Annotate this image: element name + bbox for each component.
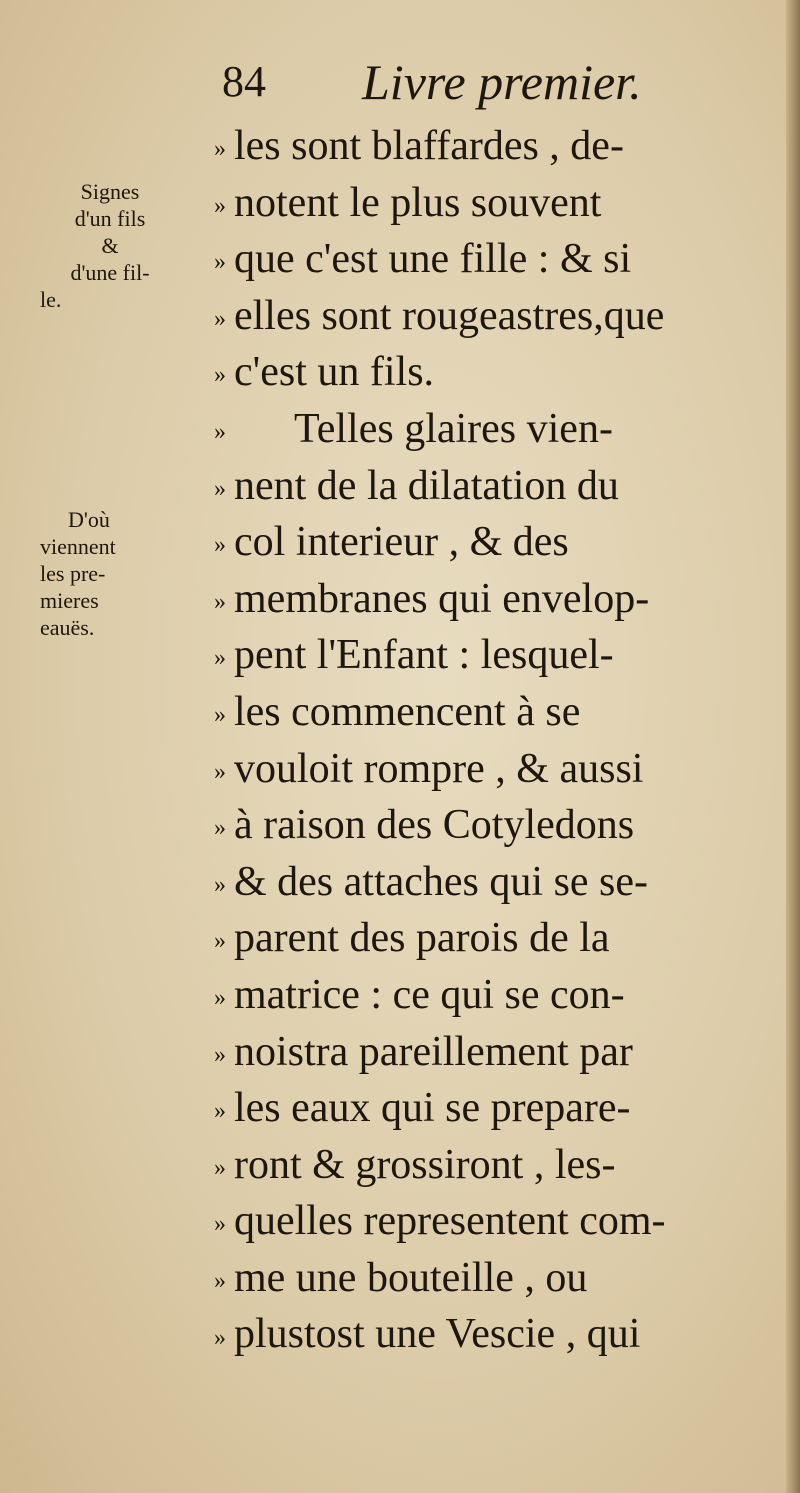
- text-line: [180, 458, 770, 515]
- line-text: elles sont rougeastres,que: [234, 292, 665, 339]
- text-line: [180, 967, 770, 1024]
- text-line: [180, 1080, 770, 1137]
- text-line: [180, 514, 770, 571]
- text-line: [180, 684, 770, 741]
- quote-mark: »: [214, 362, 226, 389]
- quote-mark: »: [214, 1267, 226, 1294]
- text-line: [180, 741, 770, 798]
- quote-mark: »: [214, 475, 226, 502]
- text-line: [180, 1250, 770, 1307]
- line-text: & des attaches qui se se-: [234, 858, 649, 905]
- page-number: 84: [222, 57, 266, 106]
- line-text: noistra pareillement par: [234, 1028, 633, 1075]
- quote-mark: »: [214, 192, 226, 219]
- line-text: col interieur , & des: [234, 519, 569, 566]
- running-title: Livre premier.: [362, 54, 642, 110]
- quote-mark: »: [214, 871, 226, 898]
- line-text: parent des parois de la: [234, 915, 610, 962]
- margin-note-line: viennent: [40, 534, 116, 559]
- line-text: les commencent à se: [234, 688, 581, 735]
- line-text: vouloit rompre , & aussi: [234, 745, 644, 792]
- text-line: [180, 854, 770, 911]
- text-line: [180, 118, 770, 175]
- quote-mark: »: [214, 305, 226, 332]
- margin-note-line: d'un fils: [74, 206, 146, 231]
- text-line: [180, 910, 770, 967]
- text-line: [180, 1137, 770, 1194]
- margin-note-line: Signes: [80, 179, 140, 204]
- quote-mark: »: [214, 1041, 226, 1068]
- page-edge: [786, 0, 800, 1493]
- line-text: nent de la dilatation du: [234, 462, 619, 509]
- line-text: les eaux qui se prepare-: [234, 1085, 631, 1132]
- line-text: à raison des Cotyledons: [234, 802, 635, 849]
- quote-mark: »: [214, 1098, 226, 1125]
- line-text: me une bouteille , ou: [234, 1254, 588, 1301]
- line-text: Telles glaires vien-: [294, 405, 613, 452]
- line-text: quelles representent com-: [234, 1198, 666, 1245]
- quote-mark: »: [214, 758, 226, 785]
- body-text: [180, 118, 770, 1363]
- line-text: pent l'Enfant : lesquel-: [234, 632, 614, 679]
- quote-mark: »: [214, 136, 226, 163]
- line-text: que c'est une fille : & si: [234, 236, 632, 283]
- quote-mark: »: [214, 815, 226, 842]
- quote-mark: »: [214, 1154, 226, 1181]
- margin-note-line: D'où: [68, 507, 110, 532]
- quote-mark: »: [214, 532, 226, 559]
- line-text: ront & grossiront , les-: [234, 1141, 616, 1188]
- line-text: c'est un fils.: [234, 349, 435, 396]
- quote-mark: »: [214, 1324, 226, 1351]
- quote-mark: »: [214, 249, 226, 276]
- text-line: [180, 1193, 770, 1250]
- margin-note-signs: [40, 178, 180, 313]
- text-line: [180, 175, 770, 232]
- text-line: [180, 401, 770, 458]
- line-text: notent le plus souvent: [234, 179, 602, 226]
- line-text: plustost une Vescie , qui: [234, 1311, 641, 1358]
- quote-mark: »: [214, 928, 226, 955]
- quote-mark: »: [214, 588, 226, 615]
- margin-note-line: mieres: [40, 588, 99, 613]
- margin-note-line: eauës.: [40, 615, 95, 640]
- text-line: [180, 288, 770, 345]
- text-line: [180, 571, 770, 628]
- text-line: [180, 627, 770, 684]
- margin-note-line: d'une fil-: [70, 260, 150, 285]
- line-text: les sont blaffardes , de-: [234, 123, 624, 169]
- margin-note-line: le.: [40, 287, 62, 312]
- quote-mark: »: [214, 419, 226, 446]
- quote-mark: »: [214, 702, 226, 728]
- text-line: [180, 1306, 770, 1363]
- text-line: [180, 1024, 770, 1081]
- line-text: membranes qui envelop-: [234, 575, 650, 622]
- quote-mark: »: [214, 1211, 226, 1238]
- text-line: [180, 797, 770, 854]
- page-header: [222, 52, 742, 112]
- line-text: matrice : ce qui se con-: [234, 971, 625, 1018]
- quote-mark: »: [214, 984, 226, 1011]
- quote-mark: »: [214, 645, 226, 672]
- text-line: [180, 231, 770, 288]
- text-line: [180, 344, 770, 401]
- margin-note-waters: [40, 506, 180, 641]
- margin-note-line: les pre-: [40, 561, 106, 586]
- margin-note-line: &: [101, 233, 119, 258]
